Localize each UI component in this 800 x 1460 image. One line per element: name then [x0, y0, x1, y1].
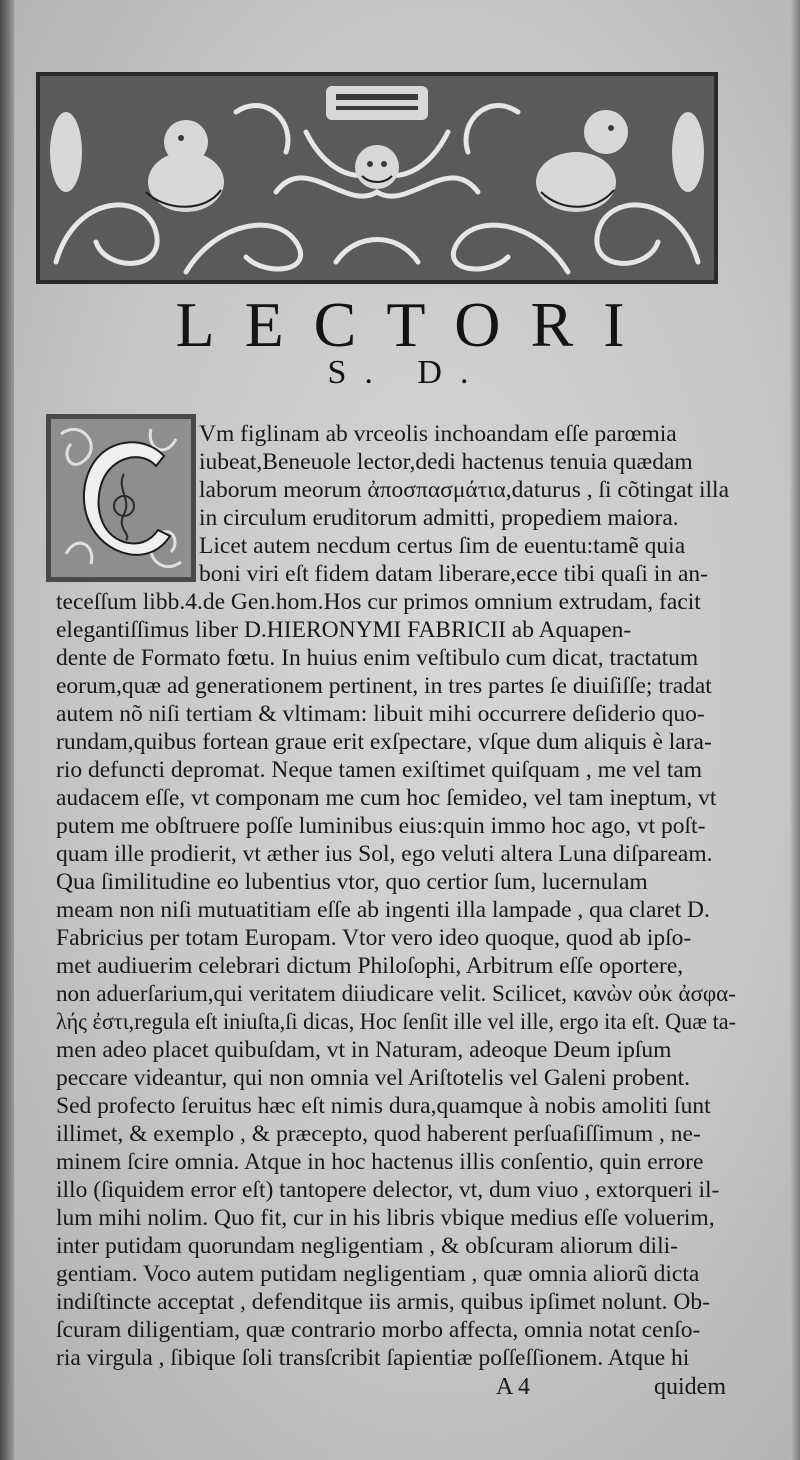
- text-line: eorum,quæ ad generationem pertinent, in tres partes ſe diuiſiſſe; tradat: [56, 673, 712, 699]
- text-line: boni viri eſt fidem datam liberare,ecce tibi quaſi in an-: [199, 561, 708, 587]
- text-line: in circulum eruditorum admitti, propediem maiora.: [199, 505, 679, 531]
- text-line: indiſtincte acceptat , defenditque iis armis, quibus ipſimet nolunt. Ob-: [56, 1289, 710, 1315]
- text-line: autem nõ niſi tertiam & vltimam: libuit mihi occurrere deſiderio quo-: [56, 701, 705, 727]
- text-line: illimet, & exemplo , & præcepto, quod haberent perſuaſiſſimum , ne-: [56, 1121, 701, 1147]
- text-line: men adeo placet quibuſdam, vt in Naturam, adeoque Deum ipſum: [56, 1037, 672, 1063]
- text-line: gentiam. Voco autem putidam negligentiam , quæ omnia aliorũ dicta: [56, 1261, 700, 1287]
- text-line: Fabricius per totam Europam. Vtor vero ideo quoque, quod ab ipſo-: [56, 925, 692, 951]
- text-line: teceſſum libb.4.de Gen.hom.Hos cur primos omnium extrudam, facit: [56, 589, 701, 615]
- page-edge-right: [790, 0, 800, 1460]
- page-edge-left: [0, 0, 14, 1460]
- text-line: Licet autem necdum certus ſim de euentu:tamẽ quia: [199, 533, 686, 559]
- text-line: met audiuerim celebrari dictum Philoſophi, Arbitrum eſſe oportere,: [56, 953, 684, 979]
- text-line: peccare videantur, qui non omnia vel Ariſtotelis vel Galeni probent.: [56, 1065, 691, 1091]
- text-line: elegantiſſimus liber D.HIERONYMI FABRICII ab Aquapen-: [56, 617, 632, 643]
- text-line: Qua ſimilitudine eo lubentius vtor, quo certior ſum, lucernulam: [56, 869, 648, 895]
- text-line: inter putidam quorundam negligentiam , & obſcuram aliorum dili-: [56, 1233, 678, 1259]
- text-line: rundam,quibus fortean graue erit exſpectare, vſque dum aliquis è lara-: [56, 729, 712, 755]
- text-line: putem me obſtruere poſſe luminibus eius:quin immo hoc ago, vt poſt-: [56, 813, 706, 839]
- headpiece-ornament: [36, 72, 718, 284]
- page-title: LECTORI: [175, 289, 655, 360]
- text-line: audacem eſſe, vt componam me cum hoc ſemideo, vel tam ineptum, vt: [56, 785, 717, 811]
- text-line: Vm figlinam ab vrceolis inchoandam eſſe parœmia: [199, 421, 677, 447]
- text-line: lum mihi nolim. Quo fit, cur in his libris vbique medius eſſe voluerim,: [56, 1205, 715, 1231]
- text-line: λής ἐστι,regula eſt iniuſta,ſi dicas, Hoc ſenſit ille vel ille, ergo ita eſt. Quæ ta-: [56, 1009, 736, 1035]
- catchword: quidem: [654, 1374, 726, 1400]
- text-line: rio defuncti depromat. Neque tamen exiſtimet quiſquam , me vel tam: [56, 757, 703, 783]
- page-subtitle: S. D.: [327, 354, 487, 391]
- text-line: dente de Formato fœtu. In huius enim veſtibulo cum dicat, tractatum: [56, 645, 699, 671]
- text-line: non aduerſarium,qui veritatem diiudicare velit. Scilicet, κανὼν οὐκ ἀσφα-: [56, 981, 736, 1007]
- text-line: ria virgula , ſibique ſoli transſcribit ſapientiæ poſſeſſionem. Atque hi: [56, 1345, 690, 1371]
- signature-mark: A 4: [496, 1374, 531, 1400]
- text-line: ſcuram diligentiam, quæ contrario morbo affecta, omnia notat cenſo-: [56, 1317, 701, 1343]
- decorated-initial: [46, 414, 196, 582]
- text-line: iubeat,Beneuole lector,dedi hactenus tenuia quædam: [199, 449, 693, 475]
- text-line: meam non niſi mutuatitiam eſſe ab ingenti illa lampade , qua claret D.: [56, 897, 710, 923]
- text-line: quam ille prodierit, vt æther ius Sol, ego veluti altera Luna diſpaream.: [56, 841, 713, 867]
- text-line: Sed profecto ſeruitus hæc eſt nimis dura,quamque à nobis amoliti ſunt: [56, 1093, 711, 1119]
- text-line: illo (ſiquidem error eſt) tantopere delector, vt, dum viuo , extorqueri il-: [56, 1177, 720, 1203]
- text-line: minem ſcire omnia. Atque in hoc hactenus illis conſentio, quin errore: [56, 1149, 704, 1175]
- text-line: laborum meorum ἀποσπασμάτια,daturus , ſi cõtingat illa: [199, 477, 730, 503]
